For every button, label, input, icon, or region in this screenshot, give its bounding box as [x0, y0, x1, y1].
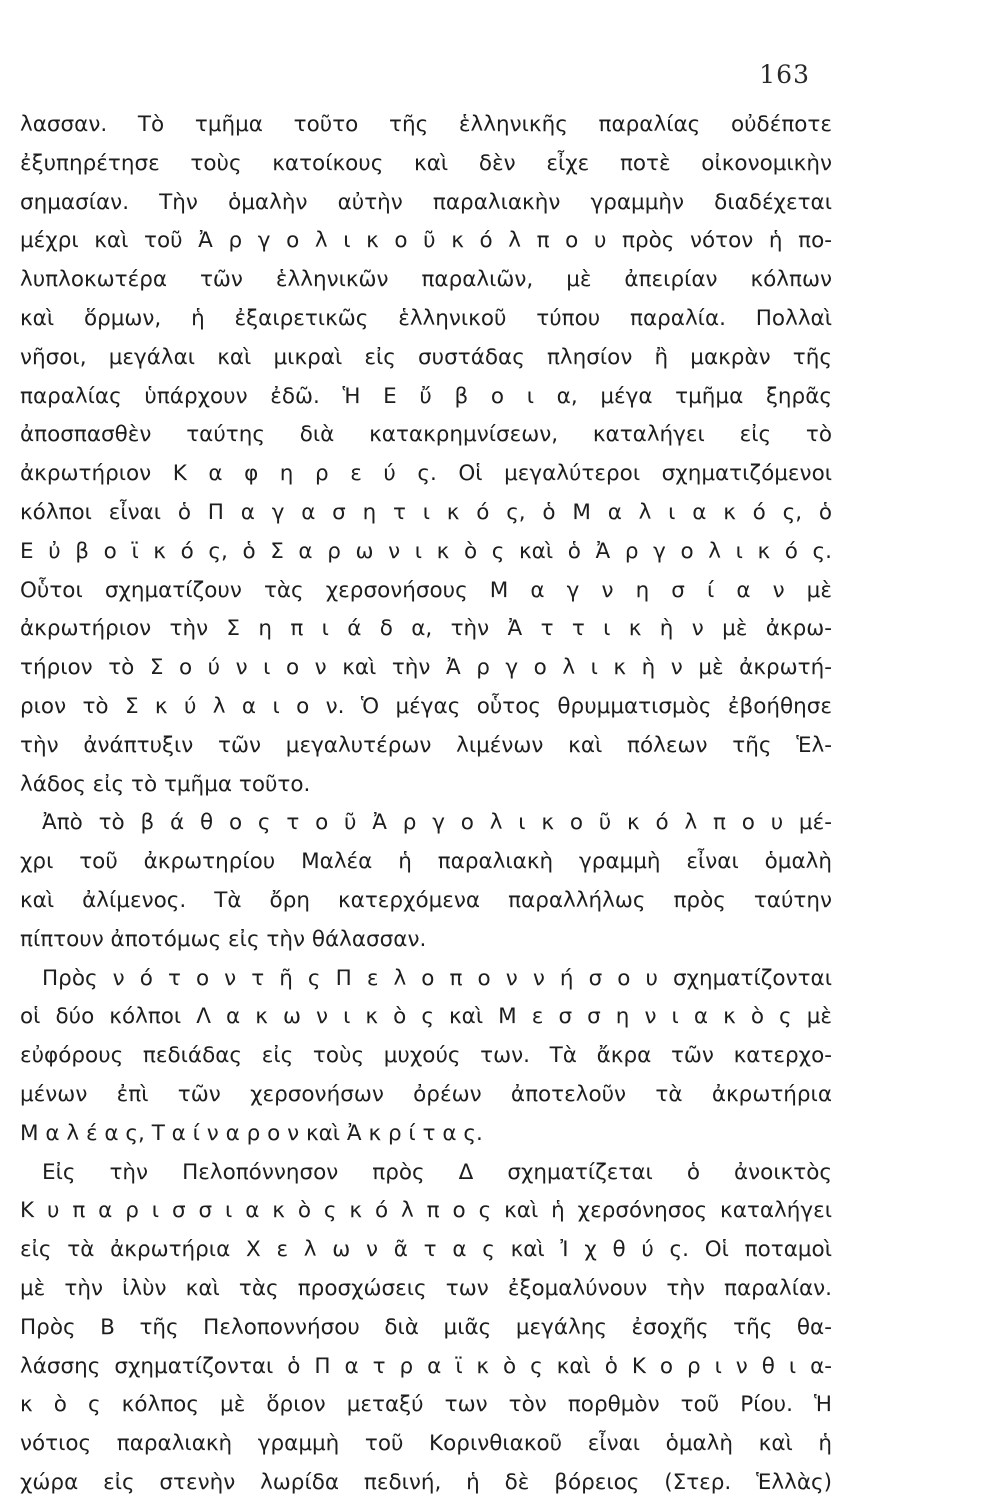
text-line: εἰς τὰ ἀκρωτήρια Χ ε λ ω ν ᾶ τ α ς καὶ Ἰ χ θ ύ ς. Οἱ ποταμοὶ [20, 1237, 832, 1263]
text-line: Οὗτοι σχηματίζουν τὰς χερσονήσους Μ α γ ν η σ ί α ν μὲ [20, 577, 832, 603]
text-line: λάδος εἰς τὸ τμῆμα τοῦτο. [20, 771, 311, 797]
text-line: λυπλοκωτέρα τῶν ἑλληνικῶν παραλιῶν, μὲ ἀπειρίαν κόλπων [20, 267, 832, 293]
text-line: Εἰς τὴν Πελοπόννησον πρὸς Δ σχηματίζεται ὁ ἀνοικτὸς [42, 1159, 832, 1185]
text-line: λάσσης σχηματίζονται ὁ Π α τ ρ α ϊ κ ὸ ς καὶ ὁ Κ ο ρ ι ν θ ι α- [20, 1353, 832, 1379]
text-line: ἀκρωτήριον Κ α φ η ρ ε ύ ς. Οἱ μεγαλύτεροι σχηματιζόμενοι [20, 461, 832, 487]
text-line: ἐξυπηρέτησε τοὺς κατοίκους καὶ δὲν εἶχε ποτὲ οἰκονομικὴν [20, 150, 832, 176]
text-line: νῆσοι, μεγάλαι καὶ μικραὶ εἰς συστάδας πλησίον ἢ μακρὰν τῆς [20, 344, 832, 370]
text-line: εὐφόρους πεδιάδας εἰς τοὺς μυχούς των. Τὰ ἄκρα τῶν κατερχο- [20, 1043, 832, 1069]
page-number: 163 [759, 60, 810, 89]
text-line: πίπτουν ἀποτόμως εἰς τὴν θάλασσαν. [20, 926, 427, 952]
text-line: καὶ ἀλίμενος. Τὰ ὄρη κατερχόμενα παραλλήλως πρὸς ταύτην [20, 887, 832, 913]
body-text [20, 106, 832, 1503]
text-line: νότιος παραλιακὴ γραμμὴ τοῦ Κορινθιακοῦ εἶναι ὁμαλὴ καὶ ἡ [20, 1431, 832, 1457]
text-line: χώρα εἰς στενὴν λωρίδα πεδινή, ἡ δὲ βόρειος (Στερ. Ἑλλὰς) [20, 1469, 832, 1495]
text-line: Πρὸς ν ό τ ο ν τ ῆ ς Π ε λ ο π ο ν ν ή σ ο υ σχηματίζονται [42, 965, 832, 991]
text-line: σημασίαν. Τὴν ὁμαλὴν αὐτὴν παραλιακὴν γραμμὴν διαδέχεται [20, 189, 832, 215]
text-line: παραλίας ὑπάρχουν ἐδῶ. Ἡ Ε ὔ β ο ι α, μέγα τμῆμα ξηρᾶς [20, 383, 832, 409]
text-line: κόλποι εἶναι ὁ Π α γ α σ η τ ι κ ό ς, ὁ Μ α λ ι α κ ό ς, ὁ [20, 499, 832, 525]
text-line: ἀκρωτήριον τὴν Σ η π ι ά δ α, τὴν Ἀ τ τ ι κ ὴ ν μὲ ἀκρω- [20, 616, 832, 642]
text-line: λασσαν. Τὸ τμῆμα τοῦτο τῆς ἑλληνικῆς παραλίας οὐδέποτε [20, 112, 832, 137]
text-line: χρι τοῦ ἀκρωτηρίου Μαλέα ἡ παραλιακὴ γραμμὴ εἶναι ὁμαλὴ [20, 849, 832, 875]
text-line: μὲ τὴν ἰλὺν καὶ τὰς προσχώσεις των ἐξομαλύνουν τὴν παραλίαν. [20, 1275, 832, 1301]
text-line: μένων ἐπὶ τῶν χερσονήσων ὀρέων ἀποτελοῦν τὰ ἀκρωτήρια [20, 1081, 832, 1107]
text-line: ἀποσπασθὲν ταύτης διὰ κατακρημνίσεων, καταλήγει εἰς τὸ [20, 422, 832, 448]
text-line: τήριον τὸ Σ ο ύ ν ι ο ν καὶ τὴν Ἀ ρ γ ο λ ι κ ὴ ν μὲ ἀκρωτή- [20, 655, 832, 681]
text-line: τὴν ἀνάπτυξιν τῶν μεγαλυτέρων λιμένων καὶ πόλεων τῆς Ἑλ- [20, 732, 832, 758]
text-line: καὶ ὅρμων, ἡ ἐξαιρετικῶς ἑλληνικοῦ τύπου παραλία. Πολλαὶ [20, 305, 832, 331]
text-line: Κ υ π α ρ ι σ σ ι α κ ὸ ς κ ό λ π ο ς καὶ ἡ χερσόνησος καταλήγει [20, 1198, 832, 1224]
text-line: ριον τὸ Σ κ ύ λ α ι ο ν. Ὁ μέγας οὗτος θρυμματισμὸς ἐβοήθησε [20, 693, 832, 719]
text-line: Μ α λ έ α ς, Τ α ί ν α ρ ο ν καὶ Ἀ κ ρ ί τ α ς. [20, 1120, 483, 1146]
text-line: μέχρι καὶ τοῦ Ἀ ρ γ ο λ ι κ ο ῦ κ ό λ π ο υ πρὸς νότον ἡ πο- [20, 228, 832, 254]
text-line: κ ὸ ς κόλπος μὲ ὅριον μεταξύ των τὸν πορθμὸν τοῦ Ρίου. Ἡ [20, 1392, 832, 1418]
text-line: Ἀπὸ τὸ β ά θ ο ς τ ο ῦ Ἀ ρ γ ο λ ι κ ο ῦ κ ό λ π ο υ μέ- [42, 810, 832, 836]
text-line: Ε ὐ β ο ϊ κ ό ς, ὁ Σ α ρ ω ν ι κ ὸ ς καὶ ὁ Ἀ ρ γ ο λ ι κ ό ς. [20, 538, 832, 564]
text-line: Πρὸς Β τῆς Πελοποννήσου διὰ μιᾶς μεγάλης ἐσοχῆς τῆς θα- [20, 1314, 832, 1340]
text-line: οἱ δύο κόλποι Λ α κ ω ν ι κ ὸ ς καὶ Μ ε σ σ η ν ι α κ ὸ ς μὲ [20, 1004, 832, 1030]
